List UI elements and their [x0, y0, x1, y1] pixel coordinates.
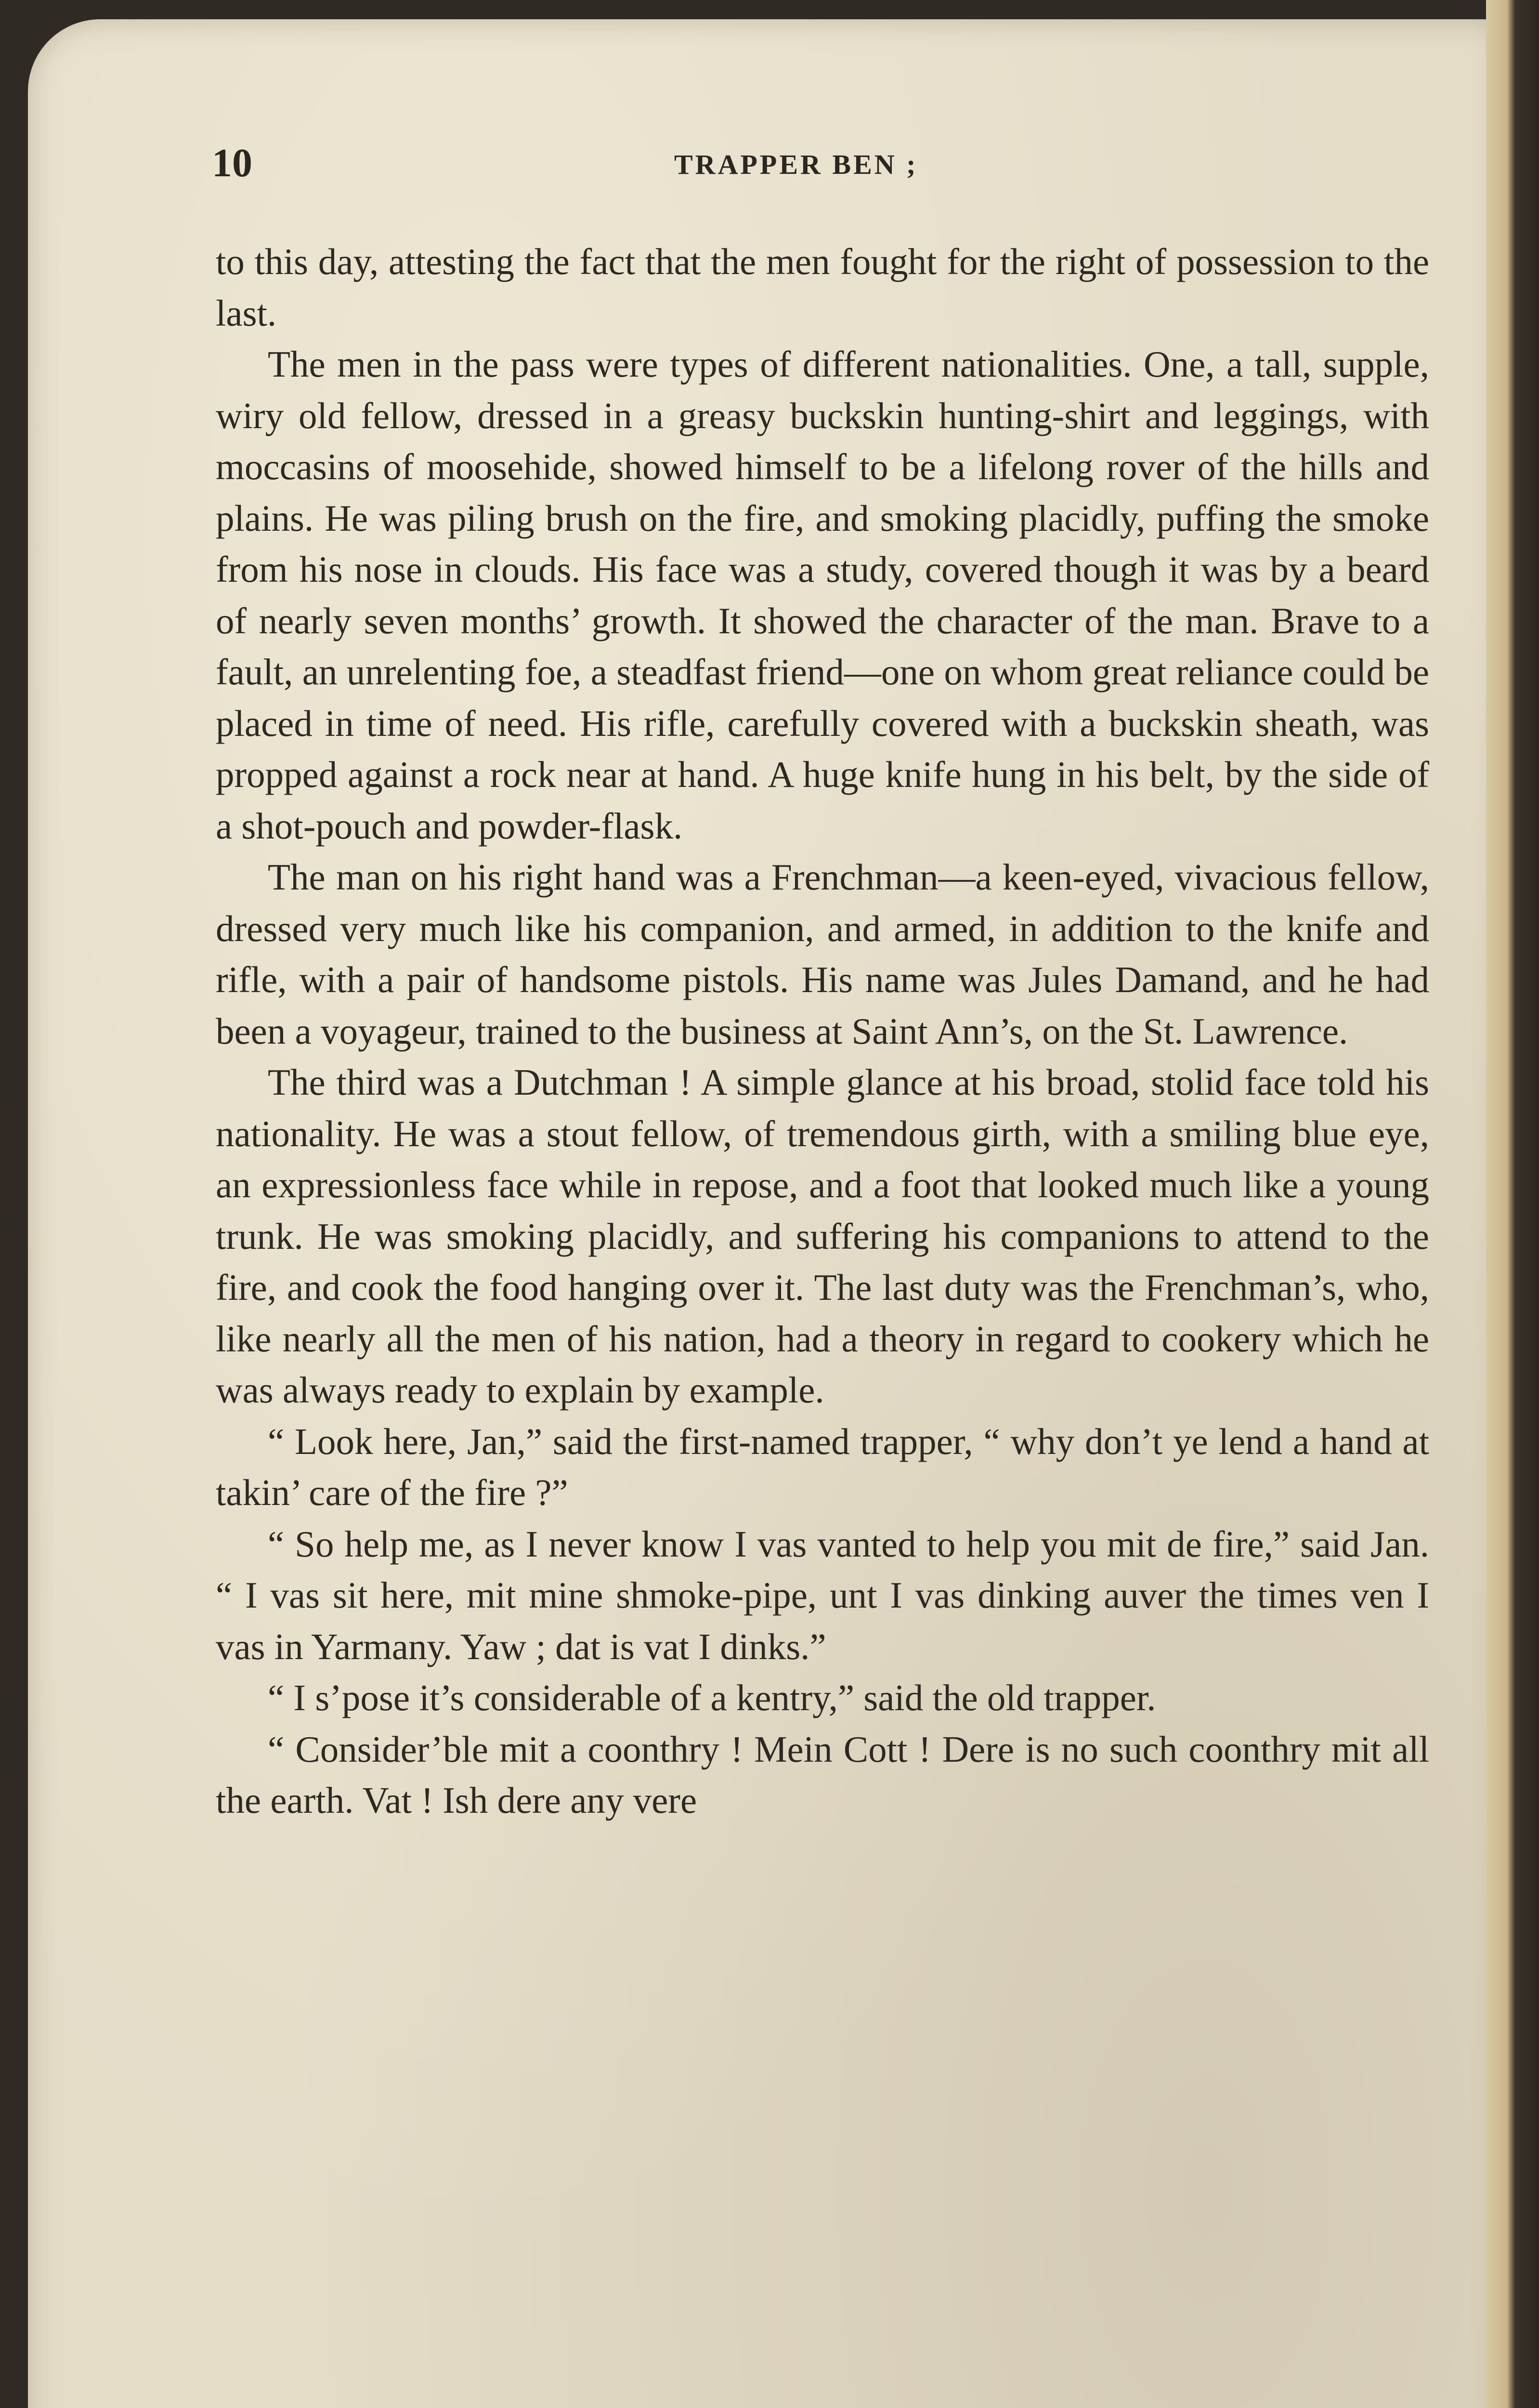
paragraph: “ Consider’ble mit a coonthry ! Mein Cott ! Dere is no such coonthry mit all the earth. Vat ! Ish dere any vere: [216, 1728, 1429, 1821]
paragraph: “ I s’pose it’s considerable of a kentry,” said the old trapper.: [268, 1677, 1156, 1718]
paragraph: The third was a Dutchman ! A simple glance at his broad, stolid face told his nationality. He was a stout fellow, of tremendous girth, with a smiling blue eye, an expressionless face while in repose, and a foot that looked much like a young trunk. He was smoking placidly, and suffering his companions to attend to the fire, and cook the food hanging over it. The last duty was the Frenchman’s, who, like nearly all the men of his nation, had a theory in regard to cookery which he was always ready to explain by example.: [216, 1061, 1429, 1411]
paragraph: The men in the pass were types of different nationalities. One, a tall, supple, wiry old fellow, dressed in a greasy buckskin hunting-shirt and leggings, with moccasins of moosehide, showed himself to be a lifelong rover of the hills and plains. He was piling brush on the fire, and smoking placidly, puffing the smoke from his nose in clouds. His face was a study, covered though it was by a beard of nearly seven months’ growth. It showed the character of the man. Brave to a fault, an unrelenting foe, a steadfast friend—one on whom great reliance could be placed in time of need. His rifle, carefully covered with a buckskin sheath, was propped against a rock near at hand. A huge knife hung in his belt, by the side of a shot-pouch and powder-flask.: [216, 343, 1429, 847]
body-text: [216, 236, 1429, 1826]
paragraph: The man on his right hand was a Frenchman—a keen-eyed, vivacious fellow, dressed very much like his companion, and armed, in addition to the knife and rifle, with a pair of handsome pistols. His name was Jules Damand, and he had been a voyageur, trained to the business at Saint Ann’s, on the St. Lawrence.: [216, 856, 1429, 1052]
page-header: [212, 140, 1435, 193]
paragraph: “ Look here, Jan,” said the first-named trapper, “ why don’t ye lend a hand at takin’ care of the fire ?”: [216, 1420, 1429, 1513]
paragraph: to this day, attesting the fact that the men fought for the right of possession to the last.: [216, 241, 1429, 334]
paragraph: “ So help me, as I never know I vas vanted to help you mit de fire,” said Jan. “ I vas sit here, mit mine shmoke-pipe, unt I vas dinking auver the times ven I vas in Yarmany. Yaw ; dat is vat I dinks.”: [216, 1523, 1429, 1667]
book-gutter: [1486, 0, 1539, 2408]
running-head: TRAPPER BEN ;: [674, 149, 918, 180]
page-number: 10: [212, 141, 252, 185]
